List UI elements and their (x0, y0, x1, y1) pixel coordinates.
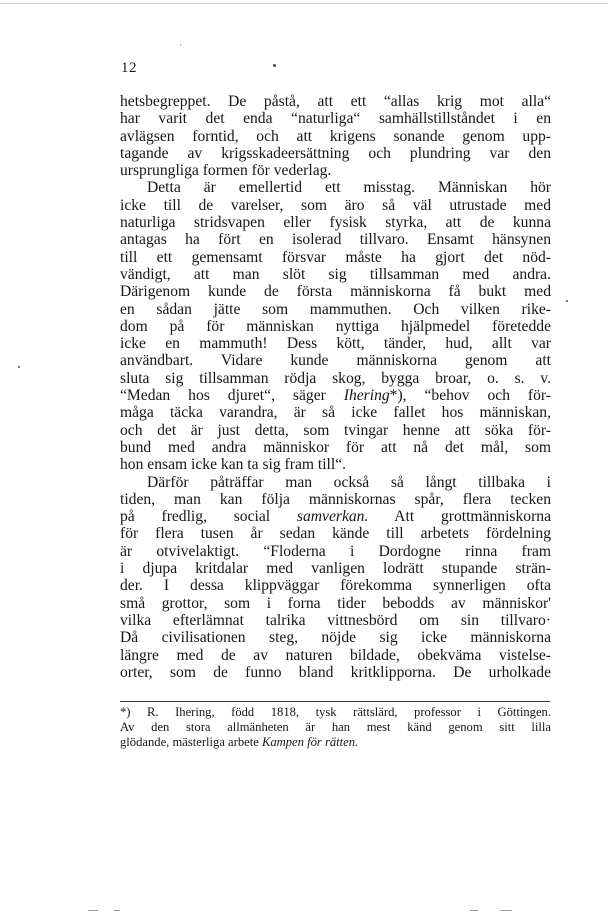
book-title: Kampen för rätten. (261, 735, 359, 749)
cited-author: Ihering (343, 387, 390, 405)
footnote-line (120, 735, 551, 750)
text-line: icke till de varelser, som äro så väl utrustade med (120, 196, 551, 214)
edge-mark (470, 910, 478, 911)
text-line: Detta är emellertid ett misstag. Människan hör (147, 179, 551, 197)
paragraph-3 (120, 474, 551, 682)
text-line: avlägsen forntid, och att krigens sonande genom upp- (120, 127, 551, 145)
text-segment: glödande, mästerliga arbete (120, 735, 262, 749)
text-line: icke en mammuth! Dess kött, tänder, hud, allt var (120, 335, 551, 353)
paragraph-1 (120, 93, 551, 179)
edge-mark (500, 910, 512, 911)
text-line-with-emphasis (120, 508, 551, 525)
text-line: Därigenom kunde de första människorna få bukt med (120, 283, 551, 301)
text-line: små grottor, som i forna tider bebodds av människor' (120, 594, 551, 612)
text-line: till ett gemensamt försvar måste ha gjort det nöd- (120, 248, 551, 266)
text-line: vändigt, att man slöt sig tillsamman med andra. (120, 265, 551, 283)
paragraph-2 (120, 179, 551, 473)
text-segment: “Medan hos djuret“, säger (120, 387, 344, 405)
footnote-separator (120, 701, 550, 702)
text-line: tagande av krigsskadeersättning och plundring var den (120, 144, 551, 162)
text-line: Därför påträffar man också så långt tillbaka i (147, 473, 551, 491)
text-segment: *), “behov och för- (389, 387, 551, 405)
text-segment: på fredlig, social (120, 508, 297, 526)
text-line: der. I dessa klippväggar förekomma synnerligen ofta (120, 577, 551, 595)
text-line: Då civilisationen steg, nöjde sig icke människorna (120, 629, 551, 647)
emphasized-word: samverkan. (296, 508, 369, 526)
text-line: måga täcka varandra, är så icke fallet hos människan, (120, 404, 551, 422)
text-line: och det är just detta, som tvingar henne att söka för- (120, 421, 551, 439)
footnote (120, 705, 551, 750)
print-speck (180, 44, 181, 46)
text-line: bund med andra människor för att nå det mål, som (120, 438, 551, 456)
text-line: hetsbegreppet. De påstå, att ett “allas krig mot alla“ (120, 93, 551, 110)
print-speck (18, 366, 20, 368)
print-speck (273, 64, 276, 67)
text-line: antagas ha fört en isolerad tillvaro. Ensamt hänsynen (120, 231, 551, 249)
edge-mark (114, 910, 120, 911)
text-line: användbart. Vidare kunde människorna genom att (120, 352, 551, 370)
text-line: längre med de av naturen bildade, obekväma vistelse- (120, 646, 551, 664)
text-line: dom på för människan nyttiga hjälpmedel företedde (120, 317, 551, 335)
text-line: för flera tusen år sedan kände till arbetets fördelning (120, 525, 551, 543)
text-segment: Att grottmänniskorna (368, 508, 551, 526)
text-line: vilka efterlämnat talrika vittnesbörd om sin tillvaro· (120, 611, 551, 629)
page-number: 12 (121, 60, 137, 76)
text-line: ursprungliga formen för vederlag. (120, 162, 332, 180)
text-line: har varit det enda “naturliga“ samhällstillståndet i en (120, 110, 551, 128)
text-line: i djupa kritdalar med vanligen lodrätt stupande strän- (120, 560, 551, 578)
text-line: är otvivelaktigt. “Floderna i Dordogne rinna fram (120, 542, 551, 560)
edge-mark (88, 910, 98, 911)
print-speck (566, 300, 568, 302)
text-line: sluta sig tillsamman rödja skog, bygga broar, o. s. v. (120, 369, 551, 387)
bottom-edge-marks (0, 900, 608, 914)
footnote-line: Av den stora allmänheten är han mest känd genom sitt lilla (120, 720, 551, 734)
footnote-line: *) R. Ihering, född 1818, tysk rättslärd, professor i Göttingen. (120, 705, 551, 719)
text-line: orter, som de funno bland kritklipporna. De urholkade (120, 663, 551, 681)
text-line: hon ensam icke kan ta sig fram till“. (120, 456, 347, 474)
text-line: naturliga stridsvapen eller fysisk styrka, att de kunna (120, 214, 551, 232)
body-text (120, 93, 551, 681)
text-line-with-citation (120, 387, 551, 404)
top-edge-rule (0, 0, 608, 4)
text-line: en sådan jätte som mammuthen. Och vilken rike- (120, 300, 551, 318)
text-line: tiden, man kan följa människornas spår, flera tecken (120, 490, 551, 508)
